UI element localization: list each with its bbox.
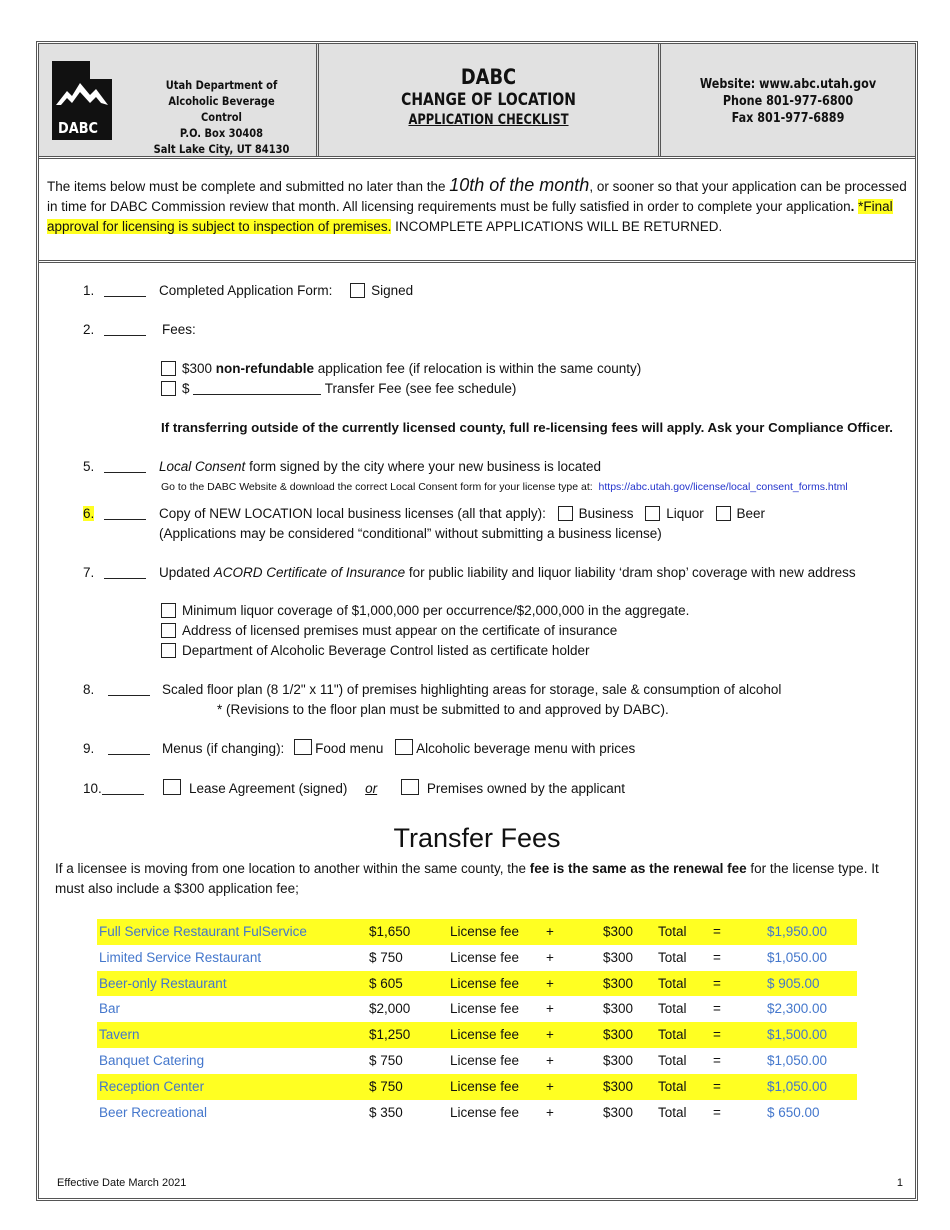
intro-bold: fee is the same as the renewal fee (529, 861, 747, 876)
page-subtitle: CHANGE OF LOCATION (401, 90, 576, 110)
food-menu-checkbox[interactable] (294, 739, 312, 755)
equals-sign: = (713, 1078, 721, 1094)
owned-premises-checkbox[interactable] (401, 779, 419, 795)
phone-text: Phone 801-977-6800 (722, 94, 854, 109)
header-left (39, 44, 319, 156)
fee-option-1 (161, 359, 641, 379)
license-type: Bar (99, 1001, 121, 1017)
business-checkbox[interactable] (558, 506, 573, 521)
license-type: Beer-only Restaurant (99, 975, 227, 991)
license-fee: $ 605 (369, 975, 403, 991)
application-fee: $300 (603, 1001, 634, 1017)
checklist-item-1 (83, 281, 146, 301)
equals-sign: = (713, 924, 721, 939)
license-type: Banquet Catering (99, 1052, 205, 1068)
intro-dot: . (850, 199, 859, 214)
checklist-item-7 (83, 563, 146, 583)
local-consent-text (159, 457, 601, 477)
application-fee: $300 (603, 1078, 634, 1094)
check-blank[interactable] (108, 682, 150, 696)
checklist-item-10 (83, 779, 144, 799)
lease-checkbox[interactable] (163, 779, 181, 795)
checkbox-label: Address of licensed premises must appear on the certificate of insurance (182, 623, 618, 638)
checkbox-label: Lease Agreement (signed) (189, 781, 348, 796)
total-label: Total (658, 1104, 687, 1120)
checkbox-label: Beer (736, 506, 766, 521)
fax-text: Fax 801-977-6889 (731, 111, 845, 126)
page-subtitle-2: APPLICATION CHECKLIST (408, 112, 569, 128)
fee-label: License fee (450, 949, 520, 965)
checkbox-label: Liquor (666, 506, 704, 521)
checkbox-label: Alcoholic beverage menu with prices (416, 741, 636, 756)
logo-text: DABC (58, 119, 98, 137)
header-title-block (319, 44, 661, 156)
address-line: Salt Lake City, UT 84130 (153, 142, 290, 156)
alcohol-menu-checkbox[interactable] (395, 739, 413, 755)
application-fee: $300 (603, 1027, 634, 1043)
check-blank[interactable] (104, 283, 146, 297)
total-label: Total (658, 1078, 687, 1094)
total-label: Total (658, 1027, 687, 1043)
local-consent-instructions (161, 477, 848, 497)
signed-checkbox[interactable] (350, 283, 365, 298)
fee-label: License fee (450, 1052, 520, 1068)
total-amount: $1,050.00 (767, 949, 828, 965)
plus-sign: + (546, 975, 554, 991)
effective-date: Effective Date March 2021 (57, 1177, 187, 1189)
fee-label: License fee (450, 1001, 520, 1017)
check-blank[interactable] (102, 781, 144, 795)
application-fee: $300 (603, 975, 634, 991)
local-consent-emphasis: Local Consent (159, 459, 246, 474)
fee-row (97, 1048, 857, 1074)
item-number: 1. (83, 283, 95, 298)
item-number: 6. (83, 506, 95, 521)
fee-row (97, 996, 857, 1022)
or-text: or (365, 781, 378, 796)
checkbox-label: Department of Alcoholic Beverage Control listed as certificate holder (182, 643, 590, 658)
fee-text-bold: non-refundable (215, 361, 315, 376)
intro-text: INCOMPLETE APPLICATIONS WILL BE RETURNED. (391, 219, 723, 234)
address-line: P.O. Box 30408 (179, 126, 264, 140)
license-type: Reception Center (99, 1078, 205, 1094)
fee-text: $ (182, 381, 190, 396)
fee-label: License fee (450, 924, 520, 939)
checklist-item-8 (83, 680, 150, 700)
address-line: Utah Department of (165, 78, 278, 92)
plus-sign: + (546, 1078, 554, 1094)
dabc-logo (52, 61, 112, 140)
plus-sign: + (546, 924, 554, 939)
plus-sign: + (546, 949, 554, 965)
address-line: Alcoholic Beverage Control (168, 94, 275, 124)
header-contact (661, 44, 915, 156)
equals-sign: = (713, 1027, 721, 1043)
fee-row (97, 1074, 857, 1100)
fees-label: Fees: (162, 322, 196, 337)
relicensing-note: If transferring outside of the currently licensed county, full re-licensing fees will apply. Ask your Compliance Officer. (161, 420, 893, 435)
license-type: Full Service Restaurant FulService (99, 924, 307, 939)
checklist-item-6 (83, 504, 146, 524)
non-refundable-fee-checkbox[interactable] (161, 361, 176, 376)
check-blank[interactable] (108, 741, 150, 755)
item-label: Menus (if changing): (162, 741, 285, 756)
total-amount: $1,500.00 (767, 1027, 828, 1043)
fee-row (97, 919, 857, 945)
check-blank[interactable] (104, 459, 146, 473)
check-blank[interactable] (104, 565, 146, 579)
inspection-note-highlight: *Final approval for licensing is subject to inspection of premises. (47, 199, 893, 234)
fee-label: License fee (450, 1104, 520, 1120)
menus-row (162, 739, 635, 759)
liquor-checkbox[interactable] (645, 506, 660, 521)
item-number: 9. (83, 741, 95, 756)
license-fee: $2,000 (369, 1001, 411, 1017)
item-number: 10. (83, 781, 102, 796)
website-text: Website: www.abc.utah.gov (699, 77, 877, 92)
equals-sign: = (713, 1104, 721, 1120)
equals-sign: = (713, 1001, 721, 1017)
total-amount: $1,050.00 (767, 1078, 828, 1094)
fee-row (97, 1022, 857, 1048)
fee-label: License fee (450, 975, 520, 991)
license-fee: $ 750 (369, 949, 403, 965)
transfer-fees-intro (55, 859, 907, 899)
checkbox-label: Premises owned by the applicant (426, 781, 626, 796)
floor-plan-note: * (Revisions to the floor plan must be submitted to and approved by DABC). (217, 702, 669, 717)
total-amount: $2,300.00 (767, 1001, 828, 1017)
license-type: Limited Service Restaurant (99, 949, 262, 965)
license-fee: $1,650 (369, 924, 411, 939)
equals-sign: = (713, 1052, 721, 1068)
fee-label: License fee (450, 1027, 520, 1043)
item-number: 8. (83, 682, 95, 697)
total-label: Total (658, 949, 687, 965)
license-fee: $1,250 (369, 1027, 411, 1043)
intro-text: If a licensee is moving from one location to another within the same county, the (55, 861, 530, 876)
fee-text: Transfer Fee (see fee schedule) (321, 381, 517, 396)
page-title: DABC (460, 65, 517, 89)
insurance-option-3 (161, 641, 589, 661)
plus-sign: + (546, 1104, 554, 1120)
fee-table (97, 919, 857, 1125)
fee-text: application fee (if relocation is within the same county) (314, 361, 642, 376)
application-fee: $300 (603, 949, 634, 965)
total-amount: $ 650.00 (767, 1104, 820, 1120)
checkbox-label: Minimum liquor coverage of $1,000,000 per occurrence/$2,000,000 in the aggregate. (182, 603, 690, 618)
license-fee: $ 750 (369, 1052, 403, 1068)
license-fee: $ 350 (369, 1104, 403, 1120)
instruction-text: Go to the DABC Website & download the correct Local Consent form for your license type at: (161, 481, 593, 493)
conditional-note: (Applications may be considered “conditional” without submitting a business license) (159, 526, 662, 541)
fee-row (97, 945, 857, 971)
total-amount: $1,950.00 (767, 924, 828, 939)
checkbox-label: Business (578, 506, 634, 521)
application-fee: $300 (603, 924, 634, 939)
item-number: 2. (83, 322, 95, 337)
check-blank[interactable] (104, 322, 146, 336)
checklist-item-2 (83, 320, 146, 340)
checkbox-label: Food menu (315, 741, 384, 756)
fee-option-2 (161, 379, 516, 399)
header (39, 44, 915, 159)
license-type: Tavern (99, 1027, 140, 1043)
transfer-fee-checkbox[interactable] (161, 381, 176, 396)
checklist-item-1-body (159, 281, 413, 301)
address-checkbox[interactable] (161, 623, 176, 638)
checklist-item-5 (83, 457, 146, 477)
license-fee: $ 750 (369, 1078, 403, 1094)
insurance-option-2 (161, 621, 617, 641)
application-fee: $300 (603, 1052, 634, 1068)
total-amount: $1,050.00 (767, 1052, 828, 1068)
fee-label: License fee (450, 1078, 520, 1094)
local-consent-link[interactable]: https://abc.utah.gov/license/local_consent_forms.html (598, 481, 848, 493)
fee-row (97, 971, 857, 997)
total-amount: $ 905.00 (767, 975, 820, 991)
intro-paragraph (39, 159, 915, 263)
total-label: Total (658, 924, 687, 939)
total-label: Total (658, 975, 687, 991)
total-label: Total (658, 1052, 687, 1068)
page-number: 1 (896, 1177, 903, 1189)
transfer-fee-blank[interactable] (193, 381, 321, 395)
fee-text: $300 (182, 361, 216, 376)
business-license-row (159, 504, 765, 524)
document-frame (36, 41, 918, 1201)
checklist-item-9 (83, 739, 150, 759)
plus-sign: + (546, 1052, 554, 1068)
beer-checkbox[interactable] (716, 506, 731, 521)
equals-sign: = (713, 949, 721, 965)
item-label: for public liability and liquor liability ‘dram shop’ coverage with new address (405, 565, 856, 580)
plus-sign: + (546, 1027, 554, 1043)
fee-row (97, 1100, 857, 1126)
deadline-emphasis: 10th of the month (449, 175, 590, 195)
intro-text: , or sooner so that your application can be processed in time for DABC Commission review that month. All licensing requirements must be fully satisfied in order to complete your application (47, 179, 907, 214)
item-number: 7. (83, 565, 95, 580)
lease-row (163, 779, 625, 799)
total-label: Total (658, 1001, 687, 1017)
equals-sign: = (713, 975, 721, 991)
coverage-checkbox[interactable] (161, 603, 176, 618)
item-label: Completed Application Form: (159, 283, 333, 298)
application-fee: $300 (603, 1104, 634, 1120)
agency-address (151, 77, 293, 157)
intro-text: for the license type. It must also include a $300 application fee; (55, 861, 879, 896)
insurance-option-1 (161, 601, 689, 621)
check-blank[interactable] (104, 506, 146, 520)
intro-text: The items below must be complete and submitted no later than the (47, 179, 450, 194)
acord-emphasis: ACORD Certificate of Insurance (213, 565, 406, 580)
item-label: Updated (159, 565, 214, 580)
insurance-text (159, 563, 856, 583)
holder-checkbox[interactable] (161, 643, 176, 658)
floor-plan-text: Scaled floor plan (8 1/2" x 11") of premises highlighting areas for storage, sale & consumption of alcohol (162, 682, 782, 697)
item-label: form signed by the city where your new business is located (245, 459, 601, 474)
plus-sign: + (546, 1001, 554, 1017)
transfer-fees-title: Transfer Fees (393, 823, 561, 853)
item-number: 5. (83, 459, 95, 474)
license-type: Beer Recreational (99, 1104, 208, 1120)
checkbox-label: Signed (371, 283, 414, 298)
item-label: Copy of NEW LOCATION local business licenses (all that apply): (159, 506, 546, 521)
